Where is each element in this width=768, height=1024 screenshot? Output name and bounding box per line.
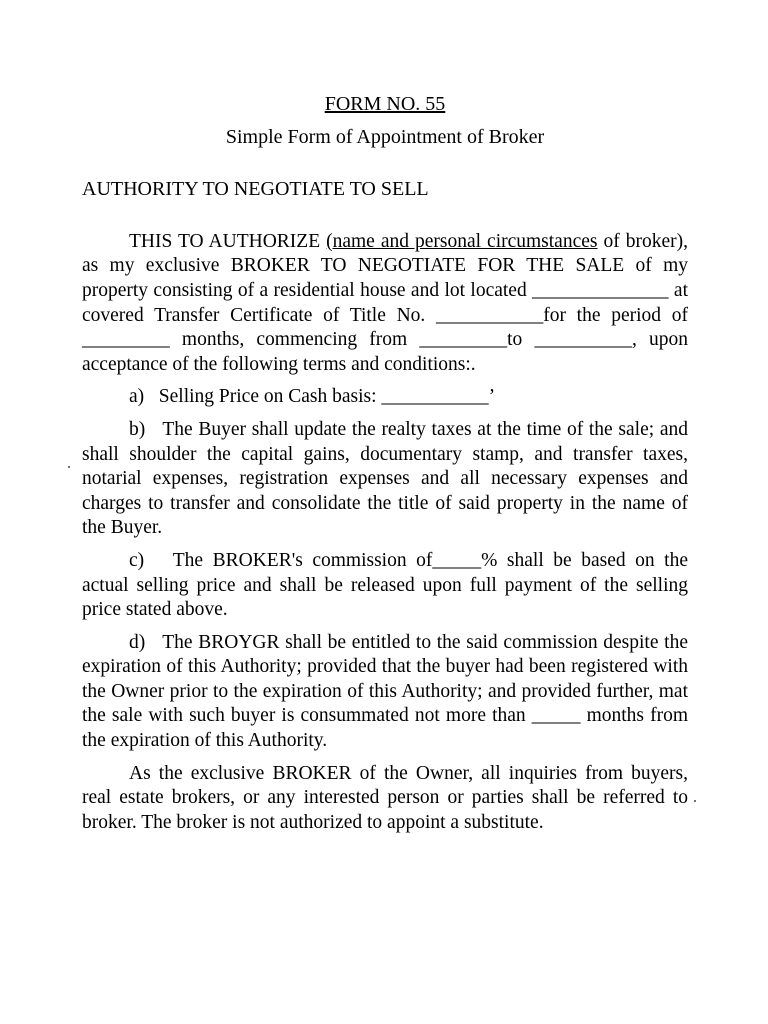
closing-paragraph: As the exclusive BROKER of the Owner, all inquiries from buyers, real estate brokers, or any interested person or parties shall be referred to broker. The broker is not authorized to appoint a substitute. xyxy=(82,762,688,833)
intro-lead: THIS TO AUTHORIZE xyxy=(129,230,327,252)
section-heading: AUTHORITY TO NEGOTIATE TO SELL xyxy=(82,178,429,201)
intro-underlined: (name and personal circumstances xyxy=(326,230,598,252)
intro-rest: of broker), as my exclusive BROKER TO NEGOTIATE FOR THE SALE of my property consisting of a residential house and lot located ______________ at covered Transfer Certificate of Title No. ___________for the period of _________ months, commencing from _________to __________, upon acceptance of the following terms and conditions:. xyxy=(82,230,689,375)
intro-paragraph xyxy=(82,230,688,378)
scan-speck xyxy=(694,800,696,802)
term-b: b) The Buyer shall update the realty taxes at the time of the sale; and shall shoulder the capital gains, documentary stamp, and transfer taxes, notarial expenses, registration expenses and all necessary expenses and charges to transfer and consolidate the title of said property in the name of the Buyer. xyxy=(82,418,688,539)
scan-speck xyxy=(68,466,70,468)
form-number: FORM NO. 55 xyxy=(324,93,446,115)
document-page xyxy=(82,92,688,835)
term-a: a) Selling Price on Cash basis: ___________’ xyxy=(129,386,496,408)
term-d: d) The BROYGR shall be entitled to the said commission despite the expiration of this Authority; provided that the buyer had been registered with the Owner prior to the expiration of this Authority; and provided further, mat the sale with such buyer is consummated not more than _____ months from the expiration of this Authority. xyxy=(82,631,688,752)
term-c: c) The BROKER's commission of_____% shall be based on the actual selling price and shall be released upon full payment of the selling price stated above. xyxy=(82,549,688,621)
form-subtitle: Simple Form of Appointment of Broker xyxy=(225,125,545,148)
